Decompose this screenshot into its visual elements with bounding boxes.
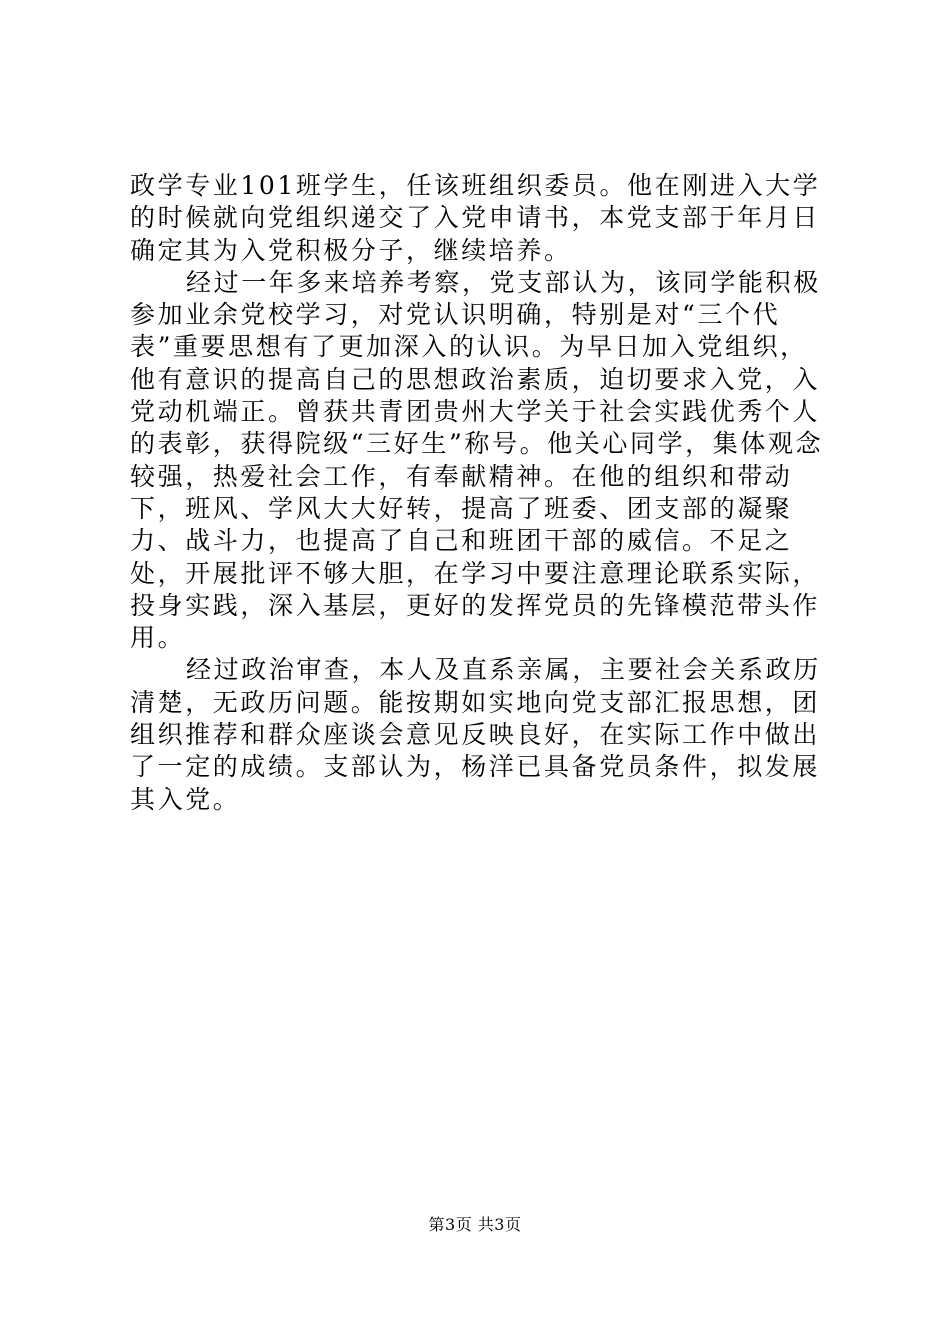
paragraph-conclusion: 经过政治审查，本人及直系亲属，主要社会关系政历清楚，无政历问题。能按期如实地向党支部汇报思想，团组织推荐和群众座谈会意见反映良好，在实际工作中做出了一定的成绩。支部认为，杨洋已具备党员条件，拟发展其入党。 <box>130 655 821 814</box>
page-footer: 第3页 共3页 <box>428 1215 522 1234</box>
paragraph-continuation: 政学专业101班学生，任该班组织委员。他在刚进入大学的时候就向党组织递交了入党申请书，本党支部于年月日确定其为入党积极分子，继续培养。 <box>130 171 821 265</box>
paragraph-evaluation: 经过一年多来培养考察，党支部认为，该同学能积极参加业余党校学习，对党认识明确，特别是对“三个代表”重要思想有了更加深入的认识。为早日加入党组织，他有意识的提高自己的思想政治素质，迫切要求入党，入党动机端正。曾获共青团贵州大学关于社会实践优秀个人的表彰，获得院级“三好生”称号。他关心同学，集体观念较强，热爱社会工作，有奉献精神。在他的组织和带动下，班风、学风大大好转，提高了班委、团支部的凝聚力、战斗力，也提高了自己和班团干部的威信。不足之处，开展批评不够大胆，在学习中要注意理论联系实际，投身实践，深入基层，更好的发挥党员的先锋模范带头作用。 <box>130 267 824 653</box>
document-body <box>130 170 835 816</box>
